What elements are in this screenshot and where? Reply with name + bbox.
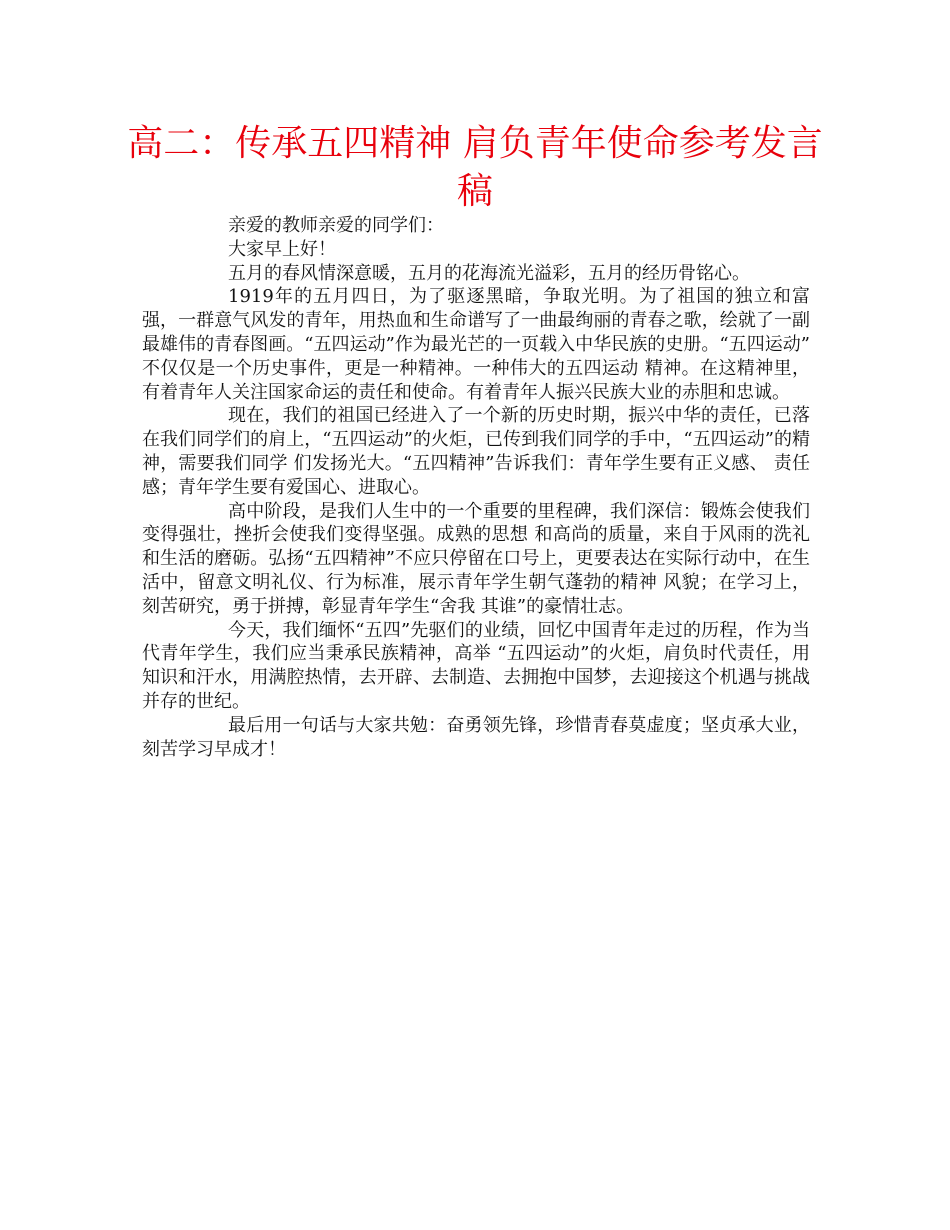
paragraph-today: 今天，我们缅怀“五四”先驱们的业绩，回忆中国青年走过的历程，作为当代青年学生，我们应当秉承民族精神，高举 “五四运动”的火炬，肩负时代责任，用知识和汗水，用满腔热情，去开辟、去制造、去拥抱中国梦，去迎接这个机遇与挑战并存的世纪。	[142, 619, 810, 712]
paragraph-now: 现在，我们的祖国已经进入了一个新的历史时期，振兴中华的责任，已落在我们同学们的肩上，“五四运动”的火炬，已传到我们同学的手中，“五四运动”的精神，需要我们同学 们发扬光大。“五四精神”告诉我们：青年学生要有正义感、 责任感；青年学生要有爱国心、进取心。	[142, 405, 810, 498]
paragraph-1919: 1919年的五月四日，为了驱逐黑暗，争取光明。为了祖国的独立和富强，一群意气风发的青年，用热血和生命谱写了一曲最绚丽的青春之歌，绘就了一副最雄伟的青春图画。“五四运动”作为最光芒的一页载入中华民族的史册。“五四运动” 不仅仅是一个历史事件，更是一种精神。一种伟大的五四运动 精神。在这精神里，有着青年人关注国家命运的责任和使命。有着青年人振兴民族大业的赤胆和忠诚。	[142, 286, 810, 403]
paragraph-greeting: 亲爱的教师亲爱的同学们：	[228, 215, 444, 236]
paragraph-may: 五月的春风情深意暖，五月的花海流光溢彩，五月的经历骨铭心。	[228, 262, 750, 284]
paragraph-closing: 最后用一句话与大家共勉：奋勇领先锋，珍惜青春莫虚度；坚贞承大业，刻苦学习早成才！	[142, 714, 810, 760]
paragraph-morning: 大家早上好！	[228, 238, 336, 260]
paragraph-high-school: 高中阶段，是我们人生中的一个重要的里程碑，我们深信：锻炼会使我们变得强壮，挫折会使我们变得坚强。成熟的思想 和高尚的质量，来自于风雨的洗礼和生活的磨砺。弘扬“五四精神”不应只停留在口号上，更要表达在实际行动中，在生活中，留意文明礼仪、行为标准，展示青年学生朝气蓬勃的精神 风貌；在学习上，刻苦研究，勇于拼搏，彰显青年学生“舍我 其谁”的豪情壮志。	[142, 500, 810, 617]
document-body	[142, 214, 810, 761]
document-title: 高二：传承五四精神 肩负青年使命参考发言稿	[127, 123, 823, 212]
